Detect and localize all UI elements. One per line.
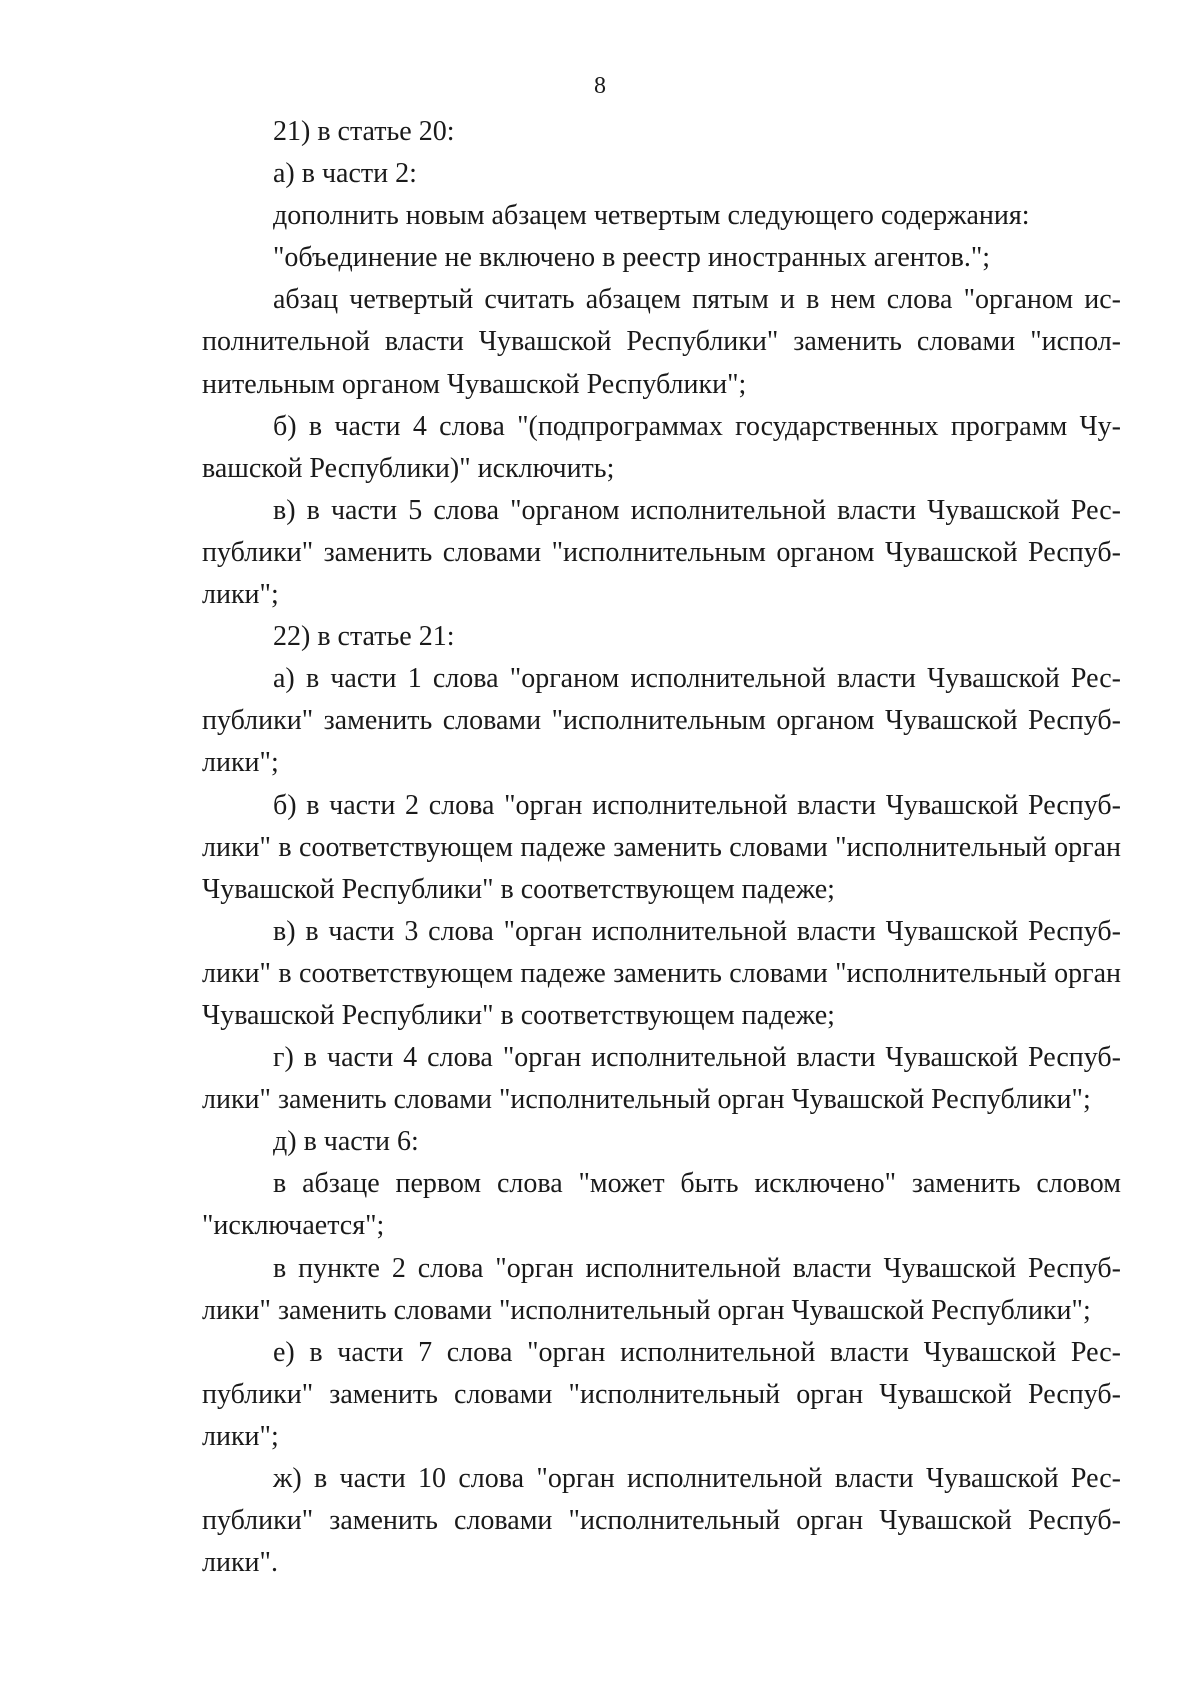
paragraph-21b: б) в части 4 слова "(подпрограммах государственных программ Чувашской Республики)" исключить; <box>202 410 1121 484</box>
paragraph-22g: г) в части 4 слова "орган исполнительной власти Чувашской Республики" заменить словами "исполнительный орган Чувашской Республики"; <box>202 1042 1121 1116</box>
paragraph-22b: б) в части 2 слова "орган исполнительной власти Чувашской Республики" в соответствующем падеже заменить словами "исполнительный орган Чувашской Республики" в соответствующем падеже; <box>202 789 1121 905</box>
paragraph-22e: е) в части 7 слова "орган исполнительной власти Чувашской Республики" заменить словами "исполнительный орган Чувашской Республики"; <box>202 1336 1121 1452</box>
paragraph-22v: в) в части 3 слова "орган исполнительной власти Чувашской Республики" в соответствующем падеже заменить словами "исполнительный орган Чувашской Республики" в соответствующем падеже; <box>202 915 1121 1031</box>
paragraph-21-header: 21) в статье 20: <box>273 116 455 147</box>
paragraph-22a: а) в части 1 слова "органом исполнительной власти Чувашской Республики" заменить словами "исполнительным органом Чувашской Республики"; <box>202 663 1121 779</box>
paragraph-21a-add-abzac: дополнить новым абзацем четвертым следующего содержания: <box>273 200 1030 232</box>
page-number: 8 <box>594 73 606 99</box>
paragraph-22d-abzac-first: в абзаце первом слова "может быть исключено" заменить словом "исключается"; <box>202 1168 1121 1242</box>
paragraph-22d-punkt-2: в пункте 2 слова "орган исполнительной власти Чувашской Республики" заменить словами "исполнительный орган Чувашской Республики"; <box>202 1252 1121 1326</box>
paragraph-22d-header: д) в части 6: <box>273 1126 419 1158</box>
document-body <box>202 111 1121 1584</box>
paragraph-22zh: ж) в части 10 слова "орган исполнительной власти Чувашской Республики" заменить словами "исполнительный орган Чувашской Республики". <box>202 1463 1121 1579</box>
paragraph-21v: в) в части 5 слова "органом исполнительной власти Чувашской Республики" заменить словами "исполнительным органом Чувашской Республики"; <box>202 494 1121 611</box>
paragraph-22-header: 22) в статье 21: <box>273 621 455 653</box>
paragraph-21a-header: а) в части 2: <box>273 158 417 190</box>
paragraph-21a-quote: "объединение не включено в реестр иностранных агентов."; <box>273 242 991 274</box>
paragraph-21a-renumber: абзац четвертый считать абзацем пятым и в нем слова "органом исполнительной власти Чувашской Республики" заменить словами "исполнительным органом Чувашской Республики"; <box>202 284 1121 400</box>
